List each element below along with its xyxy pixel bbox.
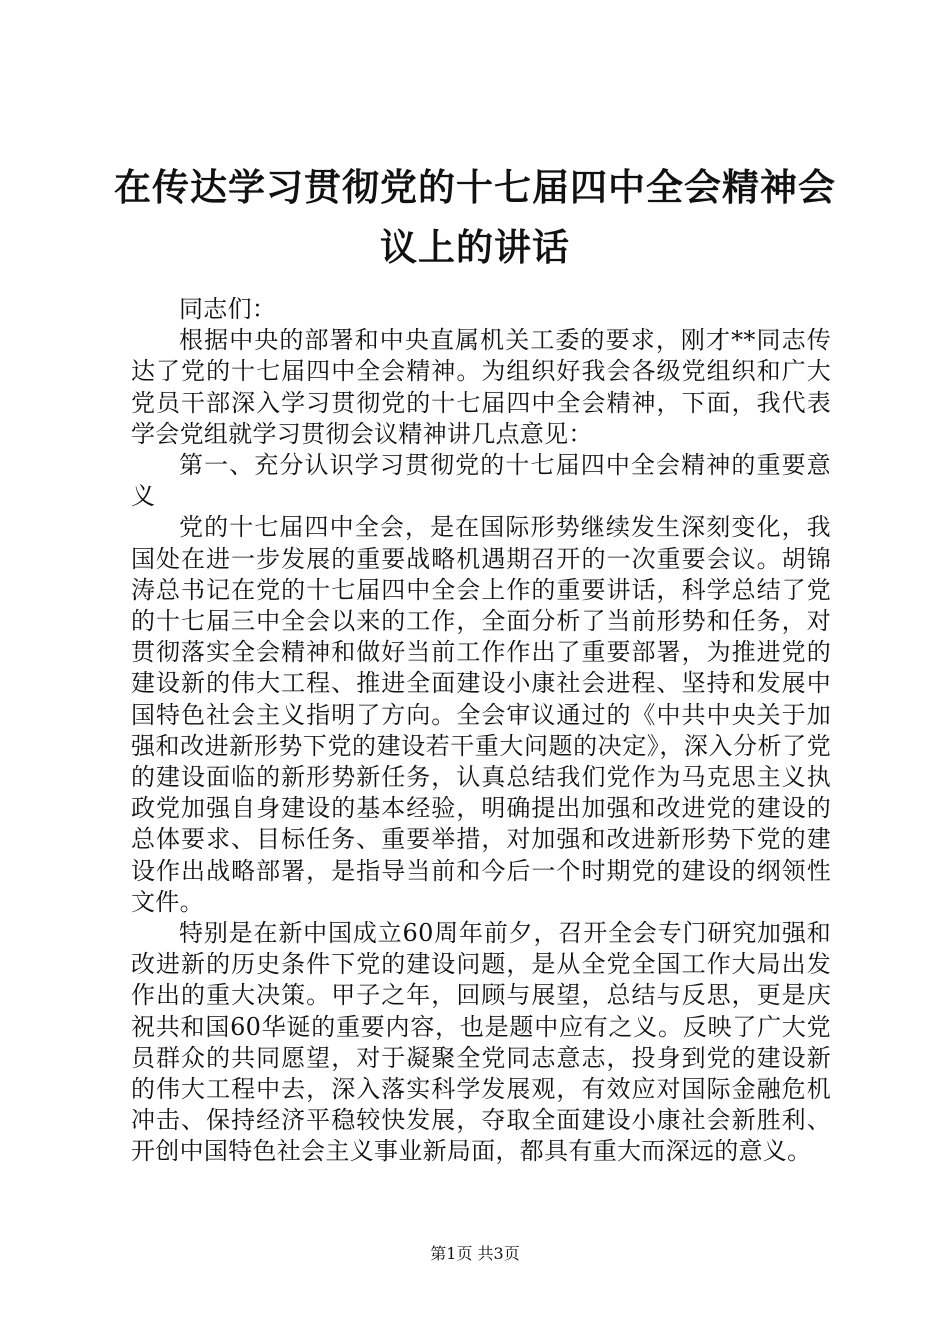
paragraph-intro: 根据中央的部署和中央直属机关工委的要求，刚才**同志传达了党的十七届四中全会精神。为组织好我会各级党组织和广大党员干部深入学习贯彻党的十七届四中全会精神，下面，我代表学会党组就学习贯彻会议精神讲几点意见： (131, 326, 831, 448)
document-body (131, 294, 831, 1168)
page-footer: 第1页 共3页 (430, 1244, 520, 1263)
paragraph-significance: 特别是在新中国成立60周年前夕，召开全会专门研究加强和改进新的历史条件下党的建设问题，是从全党全国工作大局出发作出的重大决策。甲子之年，回顾与展望，总结与反思，更是庆祝共和国60华诞的重要内容，也是题中应有之义。反映了广大党员群众的共同愿望，对于凝聚全党同志意志，投身到党的建设新的伟大工程中去，深入落实科学发展观，有效应对国际金融危机冲击、保持经济平稳较快发展，夺取全面建设小康社会新胜利、开创中国特色社会主义事业新局面，都具有重大而深远的意义。 (131, 919, 831, 1166)
section-heading-1: 第一、充分认识学习贯彻党的十七届四中全会精神的重要意义 (131, 451, 831, 511)
paragraph-plenum: 党的十七届四中全会，是在国际形势继续发生深刻变化，我国处在进一步发展的重要战略机遇期召开的一次重要会议。胡锦涛总书记在党的十七届四中全会上作的重要讲话，科学总结了党的十七届三中全会以来的工作，全面分析了当前形势和任务，对贯彻落实全会精神和做好当前工作作出了重要部署，为推进党的建设新的伟大工程、推进全面建设小康社会进程、坚持和发展中国特色社会主义指明了方向。全会审议通过的《中共中央关于加强和改进新形势下党的建设若干重大问题的决定》，深入分析了党的建设面临的新形势新任务，认真总结我们党作为马克思主义执政党加强自身建设的基本经验，明确提出加强和改进党的建设的总体要求、目标任务、重要举措，对加强和改进新形势下党的建设作出战略部署，是指导当前和今后一个时期党的建设的纲领性文件。 (131, 513, 831, 916)
salutation: 同志们： (179, 295, 277, 323)
document-title: 在传达学习贯彻党的十七届四中全会精神会议上的讲话 (114, 166, 836, 269)
